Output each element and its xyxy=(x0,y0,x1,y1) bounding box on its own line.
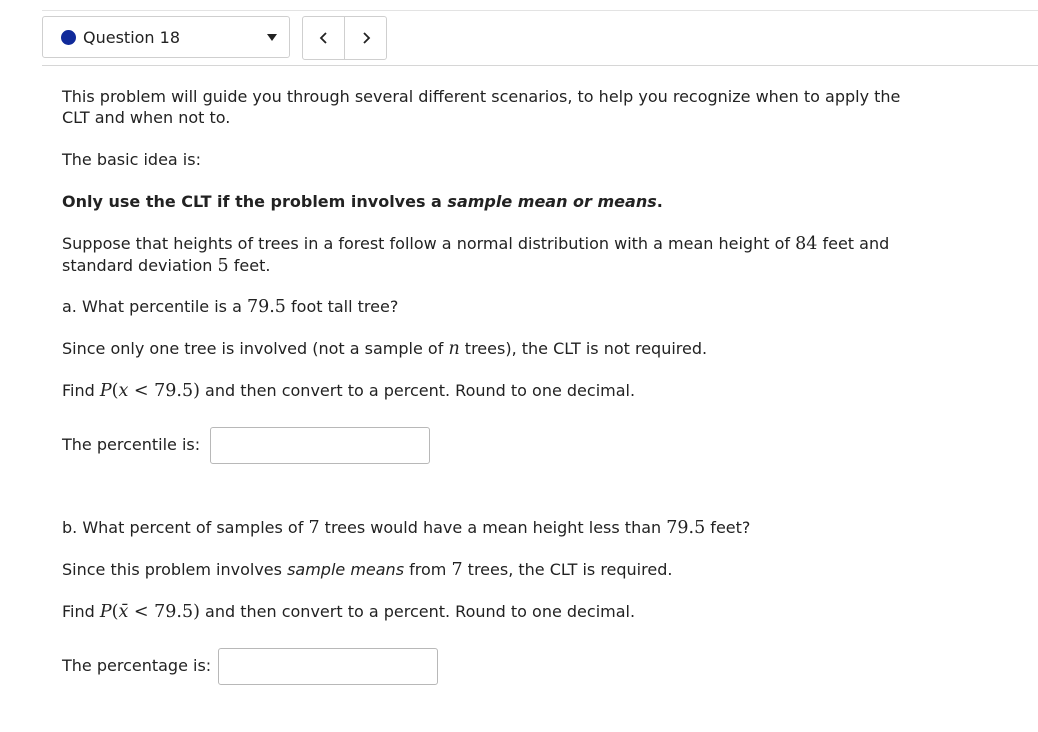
part-b-note-text: Since this problem involves xyxy=(62,560,288,579)
intro-text xyxy=(62,86,932,128)
probability-expression: x xyxy=(118,381,129,401)
sample-size: 7 xyxy=(308,518,320,538)
part-b-value: 79.5 xyxy=(666,518,706,538)
chevron-right-icon xyxy=(361,31,371,45)
scenario-text-part: feet and xyxy=(817,234,890,253)
scenario-text-part: standard deviation xyxy=(62,256,218,275)
mean-value: 84 xyxy=(795,234,818,254)
part-b-note-emphasis: sample means xyxy=(287,560,405,579)
next-question-button[interactable] xyxy=(344,17,386,59)
probability-expression: P xyxy=(99,602,112,622)
probability-expression: x̄ xyxy=(118,602,129,622)
probability-expression: ( xyxy=(111,381,119,401)
find-text: Find xyxy=(62,602,100,621)
sample-size: 7 xyxy=(451,560,463,580)
rule-emphasis: sample mean or means xyxy=(447,192,657,211)
scenario-line-2 xyxy=(62,255,932,277)
question-selector[interactable] xyxy=(42,16,290,58)
part-a-note-text: trees), the CLT is not required. xyxy=(459,339,708,358)
scenario-line-1 xyxy=(62,233,932,255)
n-variable: n xyxy=(448,339,460,359)
find-text: and then convert to a percent. Round to one decimal. xyxy=(199,381,636,400)
part-a-value: 79.5 xyxy=(246,297,286,317)
percentile-input[interactable] xyxy=(210,427,430,464)
percentage-input[interactable] xyxy=(218,648,438,685)
rule-suffix: . xyxy=(656,192,663,211)
previous-question-button[interactable] xyxy=(303,17,344,59)
part-b-text: b. What percent of samples of xyxy=(62,518,309,537)
top-divider xyxy=(42,10,1038,11)
part-b-note-text: trees, the CLT is required. xyxy=(462,560,673,579)
probability-expression: P xyxy=(99,381,112,401)
part-a-question xyxy=(62,296,932,318)
part-a-text: a. What percentile is a xyxy=(62,297,247,316)
part-b-note xyxy=(62,559,932,581)
part-b-note-text: from xyxy=(404,560,452,579)
part-a-instruction xyxy=(62,380,932,402)
percentile-label: The percentile is: xyxy=(62,435,201,454)
scenario-text-part: feet. xyxy=(228,256,271,275)
part-b-instruction xyxy=(62,601,932,623)
question-label: Question 18 xyxy=(83,27,181,47)
probability-expression: ( xyxy=(111,602,119,622)
part-b-question xyxy=(62,517,932,539)
part-a-note-text: Since only one tree is involved (not a sample of xyxy=(62,339,449,358)
scenario-text-part: Suppose that heights of trees in a forest follow a normal distribution with a mean height of xyxy=(62,234,796,253)
sd-value: 5 xyxy=(217,256,229,276)
clt-rule xyxy=(62,191,932,212)
find-text: and then convert to a percent. Round to one decimal. xyxy=(199,602,636,621)
question-nav xyxy=(302,16,387,60)
find-text: Find xyxy=(62,381,100,400)
part-b-text: trees would have a mean height less than xyxy=(319,518,667,537)
intro-line-2: CLT and when not to. xyxy=(62,108,231,127)
question-status-icon xyxy=(61,30,76,45)
part-b-text: feet? xyxy=(705,518,751,537)
rule-prefix: Only use the CLT if the problem involves a xyxy=(62,192,448,211)
nav-divider xyxy=(42,65,1038,66)
probability-expression: < 79.5) xyxy=(128,602,200,622)
percentage-label: The percentage is: xyxy=(62,656,212,675)
probability-expression: < 79.5) xyxy=(128,381,200,401)
scenario-text xyxy=(62,233,932,277)
basic-idea-text: The basic idea is: xyxy=(62,150,201,169)
part-a-text: foot tall tree? xyxy=(285,297,399,316)
chevron-left-icon xyxy=(319,31,329,45)
intro-line-1: This problem will guide you through several different scenarios, to help you recognize when to apply the xyxy=(62,87,901,106)
part-a-note xyxy=(62,338,932,360)
chevron-down-icon xyxy=(267,34,277,41)
